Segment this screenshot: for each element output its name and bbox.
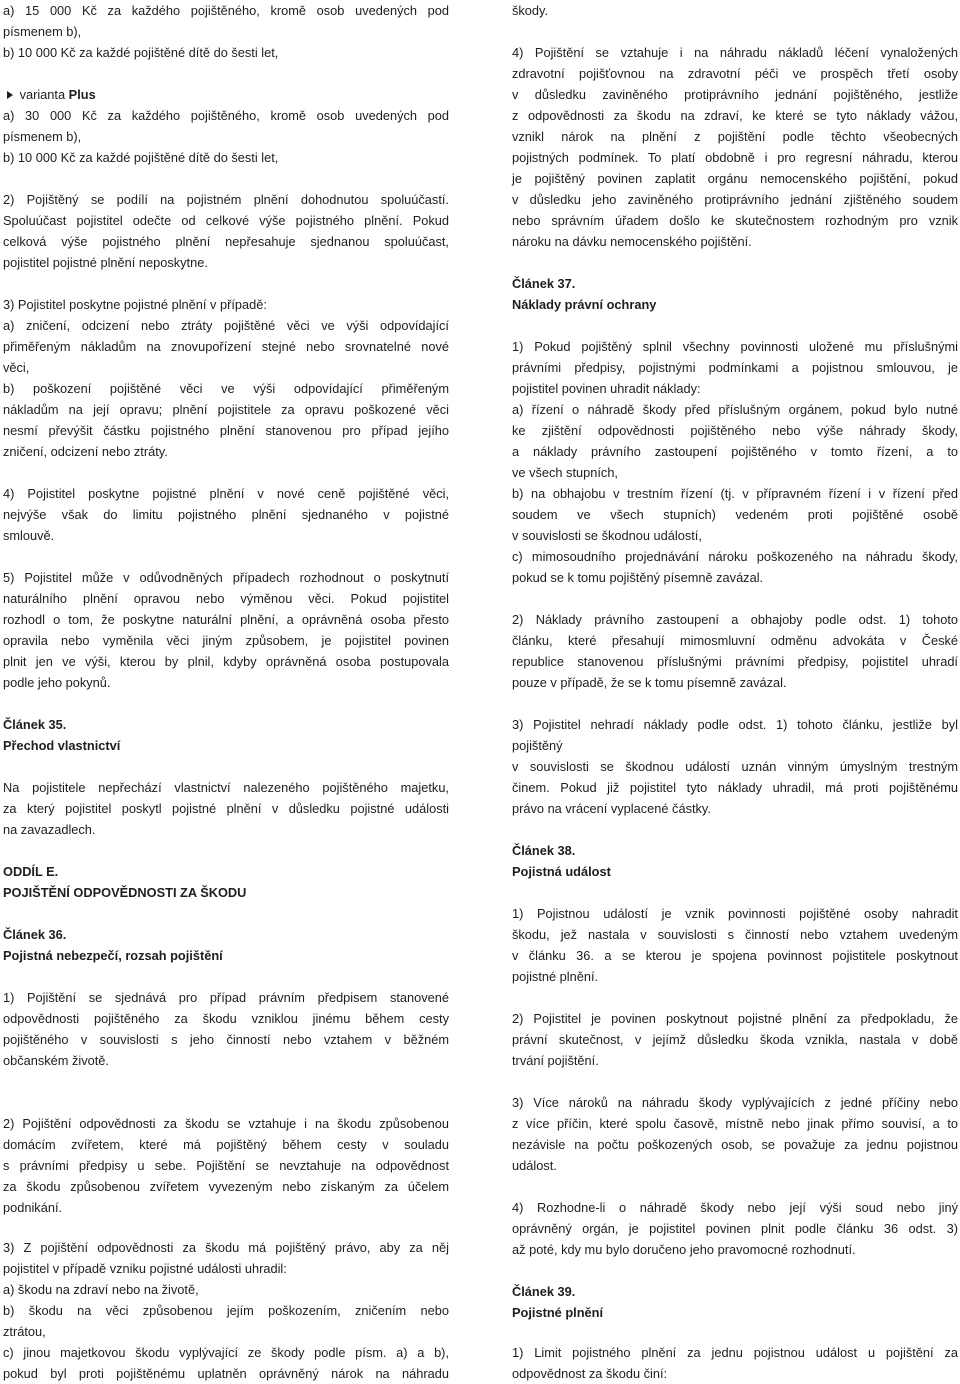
text-line: podnikání.	[3, 1200, 63, 1215]
text-line: činem. Pokud již pojistitel tyto náklady uhradil, má proti pojištěnému	[512, 780, 958, 795]
text-line: 3) Více nároků na náhradu škody vyplývajících z jedné příčiny nebo	[512, 1095, 958, 1110]
text-line: pojistitel povinen uhradit náklady:	[512, 381, 701, 396]
text-line: písmenem b),	[3, 129, 82, 144]
text-line: škody.	[512, 3, 549, 18]
left-column	[3, 0, 449, 1384]
article-35-title: Přechod vlastnictví	[3, 738, 121, 753]
clause-new-value-limit	[3, 483, 449, 546]
text-line: 1) Pojistnou událostí je vznik povinnosti pojištěné osoby nahradit	[512, 906, 958, 921]
article-36-clause-1	[3, 987, 449, 1071]
article-38-title: Pojistná událost	[512, 864, 611, 879]
text-line: nákladům na její opravu; plnění pojistitele za opravu poškozené věci	[3, 402, 449, 417]
limit-standard-child	[3, 42, 449, 63]
right-column	[512, 0, 958, 1384]
text-line: nároku na dávku nemocenského pojištění.	[512, 234, 752, 249]
text-line: ztrátou,	[3, 1324, 46, 1339]
text-line: a) 15 000 Kč za každého pojištěného, kromě osob uvedených pod	[3, 3, 449, 18]
text-line: pojištěného v souvislosti s jeho činností nebo vztahem v běžném	[3, 1032, 449, 1047]
limit-standard-adult	[3, 0, 449, 42]
text-line: naturálního plnění opravou nebo výměnou věci. Pokud pojistitel	[3, 591, 449, 606]
text-line: v souvislosti se škodnou událostí uznán vinným úmyslným trestným	[512, 759, 958, 774]
article-37-title: Náklady právní ochrany	[512, 297, 657, 312]
clause-payout-cases	[3, 294, 449, 462]
text-line: a náklady právního zastoupení pojištěného v tomto řízení, a to	[512, 444, 958, 459]
text-line: v důsledku zaviněného protiprávního jednání pojištěného, jestliže	[512, 87, 958, 102]
article-37-clause-1	[512, 336, 958, 588]
article-38-clause-1	[512, 903, 958, 987]
text-line: b) na obhajobu v trestním řízení (tj. v přípravném řízení i v řízení před	[512, 486, 958, 501]
text-line: pojistných podmínek. To platí obdobně i pro regresní náhradu, kterou	[512, 150, 958, 165]
text-line: 2) Pojištění odpovědnosti za škodu se vztahuje i na škodu způsobenou	[3, 1116, 449, 1131]
text-line: pojištěný	[512, 738, 563, 753]
variant-label: varianta	[19, 87, 66, 102]
text-line: je pojištěný povinen zaplatit orgánu nemocenského pojištění, pokud	[512, 171, 958, 186]
text-line: republice stanovenou příslušnými právními předpisy, pojistitel uhradí	[512, 654, 958, 669]
text-line: a) zničení, odcizení nebo ztráty pojištěné věci ve výši odpovídající	[3, 318, 449, 333]
text-line: 2) Náklady právního zastoupení a obhajoby podle odst. 1) tohoto	[512, 612, 958, 627]
text-line: plnit jen ve výši, kterou by plnil, kdyby oprávněná osoba postupovala	[3, 654, 449, 669]
text-line: 2) Pojistitel je povinen poskytnout pojistné plnění za předpokladu, že	[512, 1011, 958, 1026]
limit-plus-adult	[3, 105, 449, 147]
article-36-clause-4	[512, 42, 958, 252]
article-37-clause-3	[512, 714, 958, 819]
article-38-number: Článek 38.	[512, 843, 576, 858]
text-line: zdravotní pojišťovnou na zdravotní péči ve prospěch třetí osoby	[512, 66, 958, 81]
text-line: z více příčin, které spolu časově, místně nebo jinak přímo souvisí, a to	[512, 1116, 958, 1131]
text-line: c) mimosoudního projednávání nároku poškozeného na náhradu škody,	[512, 549, 958, 564]
text-line: až poté, kdy mu bylo doručeno jeho pravomocné rozhodnutí.	[512, 1242, 856, 1257]
text-line: pouze v případě, že se k tomu písemně zavázal.	[512, 675, 787, 690]
text-line: v důsledku jeho zaviněného protiprávního jednání zjištěného soudem	[512, 192, 958, 207]
text-line: událost.	[512, 1158, 557, 1173]
variant-name: Plus	[68, 87, 96, 102]
text-line: nejvýše však do limitu pojistného plnění sjednaného v pojistné	[3, 507, 449, 522]
text-line: s právními předpisy u sebe. Pojištění se nevztahuje na odpovědnost	[3, 1158, 449, 1173]
article-38-clause-4	[512, 1197, 958, 1260]
text-line: rozhodl o tom, že poskytne naturální plnění, a oprávněná osoba přesto	[3, 612, 449, 627]
article-35-text	[3, 777, 449, 840]
text-line: pokud byl proti pojištěnému uplatněn oprávněný nárok na náhradu	[3, 1366, 449, 1381]
text-line: pojistné plnění.	[512, 969, 599, 984]
article-35-number: Článek 35.	[3, 717, 67, 732]
article-36-clause-2	[3, 1113, 449, 1218]
text-line: odpovědnosti pojištěného za škodu vzniklou jinému během cesty	[3, 1011, 449, 1026]
text-line: škodu, jež nastala v souvislosti s činností nebo vztahem uvedeným	[512, 927, 958, 942]
text-line: 4) Rozhodne-li o náhradě škody nebo její výši soud nebo jiný	[512, 1200, 958, 1215]
article-38-clause-3	[512, 1092, 958, 1176]
text-line: 3) Z pojištění odpovědnosti za škodu má pojištěný právo, aby za něj	[3, 1240, 449, 1255]
article-39-clause-1	[512, 1342, 958, 1384]
triangle-right-icon	[7, 91, 13, 99]
text-line: právními předpisy, pojistnými podmínkami a pojistnou smlouvou, je	[512, 360, 958, 375]
text-line: za škodu způsobenou zvířetem vyvezeným nebo získaným za účelem	[3, 1179, 449, 1194]
limit-plus-child	[3, 147, 449, 168]
text-line: b) 10 000 Kč za každé pojištěné dítě do šesti let,	[3, 45, 279, 60]
article-37-clause-2	[512, 609, 958, 693]
text-line: 1) Pojištění se sjednává pro případ právním předpisem stanovené	[3, 990, 449, 1005]
text-line: smlouvě.	[3, 528, 55, 543]
text-line: za který pojistitel poskytl pojistné plnění v důsledku pojistné události	[3, 801, 449, 816]
article-37-number: Článek 37.	[512, 276, 576, 291]
text-line: trvání pojištění.	[512, 1053, 599, 1068]
text-line: c) jinou majetkovou škodu vyplývající ze škody podle písm. a) a b),	[3, 1345, 449, 1360]
text-line: celková výše pojistného plnění nepřesahuje sjednanou spoluúčast,	[3, 234, 449, 249]
text-line: podle jeho pokynů.	[3, 675, 111, 690]
article-36-number: Článek 36.	[3, 927, 67, 942]
text-line: pojistitel pojistné plnění neposkytne.	[3, 255, 208, 270]
text-line: nesmí převýšit částku pojistného plnění stanovenou pro případ jejího	[3, 423, 449, 438]
text-line: a) 30 000 Kč za každého pojištěného, kromě osob uvedených pod	[3, 108, 449, 123]
text-line: b) poškození pojištěné věci ve výši odpovídající přiměřeným	[3, 381, 449, 396]
text-line: b) 10 000 Kč za každé pojištěné dítě do šesti let,	[3, 150, 279, 165]
text-line: právo na vrácení vyplacené částky.	[512, 801, 711, 816]
article-38-clause-2	[512, 1008, 958, 1071]
text-line: nezávisle na počtu poškozených osob, se považuje za jednu pojistnou	[512, 1137, 958, 1152]
text-line: právní skutečnost, v jejímž důsledku škoda vznikla, nastala v době	[512, 1032, 958, 1047]
text-line: v souvislosti se škodnou událostí,	[512, 528, 702, 543]
text-line: občanském životě.	[3, 1053, 109, 1068]
text-line: ke zjištění odpovědnosti pojištěného nebo výše náhrady škody,	[512, 423, 958, 438]
text-line: přiměřeným nákladům na znovupořízení stejné nebo srovnatelné nové	[3, 339, 449, 354]
text-line: pojistitel v případě vzniku pojistné události uhradil:	[3, 1261, 287, 1276]
text-line: vznikl nárok na plnění z pojištění podle těchto všeobecných	[512, 129, 958, 144]
text-line: pokud se k tomu pojištěný písemně zavázal.	[512, 570, 764, 585]
text-line: a) řízení o náhradě škody před příslušným orgánem, pokud bylo nutné	[512, 402, 958, 417]
text-line: v článku 36. a se kterou je spojena povinnost pojistitele poskytnout	[512, 948, 958, 963]
text-line: oprávněný orgán, je pojistitel povinen plnit podle článku 36 odst. 3)	[512, 1221, 958, 1236]
text-line: opravila nebo vyměnila věci jiným způsobem, je pojistitel povinen	[3, 633, 449, 648]
section-e-title: POJIŠTĚNÍ ODPOVĚDNOSTI ZA ŠKODU	[3, 885, 247, 900]
section-e-number: ODDÍL E.	[3, 864, 59, 879]
text-line: ve všech stupních,	[512, 465, 618, 480]
text-line: na zavazadlech.	[3, 822, 96, 837]
text-line: soudem ve všech stupních) vedeném proti pojištěné osobě	[512, 507, 958, 522]
article-39-title: Pojistné plnění	[512, 1305, 604, 1320]
text-line: článku, které přesahují mimosmluvní odměnu advokáta v České	[512, 633, 958, 648]
article-39-number: Článek 39.	[512, 1284, 576, 1299]
text-line: b) škodu na věci způsobenou jejím poškozením, zničením nebo	[3, 1303, 449, 1318]
text-line: 1) Limit pojistného plnění za jednu pojistnou událost u pojištění za	[512, 1345, 958, 1360]
text-line: 1) Pokud pojištěný splnil všechny povinnosti uložené mu příslušnými	[512, 339, 958, 354]
text-line: zničení, odcizení nebo ztráty.	[3, 444, 168, 459]
text-line: Na pojistitele nepřechází vlastnictví nalezeného pojištěného majetku,	[3, 780, 449, 795]
text-line: domácím zvířetem, které má pojištěný během cesty v souladu	[3, 1137, 449, 1152]
text-line: Spoluúčast pojistitel odečte od celkové výše pojistného plnění. Pokud	[3, 213, 449, 228]
text-line: 4) Pojištění se vztahuje i na náhradu nákladů léčení vynaložených	[512, 45, 958, 60]
text-line: 4) Pojistitel poskytne pojistné plnění v nové ceně pojištěné věci,	[3, 486, 449, 501]
text-line: z odpovědnosti za škodu na zdraví, ke které se tyto náklady vážou,	[512, 108, 958, 123]
article-36-title: Pojistná nebezpečí, rozsah pojištění	[3, 948, 223, 963]
text-line: a) škodu na zdraví nebo na životě,	[3, 1282, 199, 1297]
text-line: písmenem b),	[3, 24, 82, 39]
text-line: 5) Pojistitel může v odůvodněných případech rozhodnout o poskytnutí	[3, 570, 449, 585]
variant-plus-heading	[7, 84, 447, 105]
article-36-clause-3-continued	[512, 0, 958, 21]
text-line: 2) Pojištěný se podílí na pojistném plnění dohodnutou spoluúčastí.	[3, 192, 449, 207]
text-line: věci,	[3, 360, 30, 375]
text-line: 3) Pojistitel nehradí náklady podle odst. 1) tohoto článku, jestliže byl	[512, 717, 958, 732]
article-36-clause-3	[3, 1237, 449, 1384]
text-line: nebo správním úřadem došlo ke skutečnostem rozhodným pro vznik	[512, 213, 958, 228]
text-line: odpovědnost za škodu činí:	[512, 1366, 668, 1381]
text-line: 3) Pojistitel poskytne pojistné plnění v případě:	[3, 297, 267, 312]
clause-deductible	[3, 189, 449, 273]
clause-in-kind-payout	[3, 567, 449, 693]
